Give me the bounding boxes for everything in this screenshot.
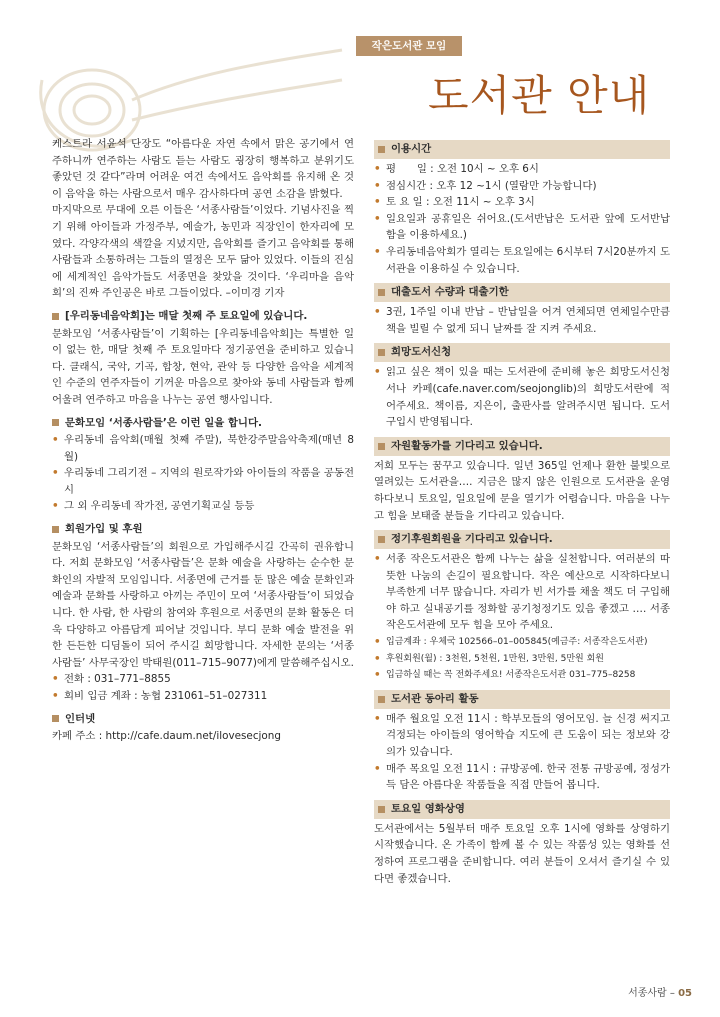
- bullet-icon: •: [52, 673, 59, 686]
- bullet-icon: •: [52, 434, 59, 447]
- square-bullet-icon: [378, 349, 385, 356]
- list-item: • 후원회원(월) : 3천원, 5천원, 1만원, 3만원, 5만원 회원: [374, 651, 670, 668]
- list-item: • 토 요 일 : 오전 11시 ~ 오후 3시: [374, 194, 670, 211]
- concert-section-heading: [우리동네음악회]는 매달 첫째 주 토요일에 있습니다.: [52, 308, 354, 325]
- square-bullet-icon: [52, 419, 59, 426]
- list-item: • 매주 월요일 오전 11시 : 학부모들의 영어모임. 늘 신경 써지고 걱정되는 아이들의 영어학습 지도에 큰 도움이 되는 정보와 강의가 있습니다.: [374, 711, 670, 761]
- right-column: [374, 134, 670, 887]
- list-item: • 우리동네 음악회(매월 첫째 주말), 북한강주말음악축제(매년 8월): [52, 432, 354, 465]
- list-item: • 전화 : 031–771–8855: [52, 671, 354, 688]
- bullet-icon: •: [374, 163, 381, 175]
- square-bullet-icon: [52, 526, 59, 533]
- membership-section-body: 문화모임 ‘서종사람들’의 회원으로 가입해주시길 간곡히 권유합니다. 저희 문화모임 ‘서종사람들’은 문화 예술을 사랑하는 순수한 문화인의 자발적 모임입니다. 서종면에 근거를 둔 많은 예술 문화인과 예술과 문화를 사랑하고 아끼는 주민이 모여 ‘서종사람들’이 되었습니다. 한 사람, 한 사람의 참여와 후원으로 서종면의 문화 활동은 더욱 다양하고 아름답게 피어날 것입니다. 부디 문화 예술 발전을 위한 든든한 디딤돌이 되어 주시길 희망합니다. 자세한 문의는 ‘서종사람들’ 사무국장인 박태원(011–715–9077)에게 말씀해주십시오.: [52, 540, 354, 669]
- magazine-name: 서종사람: [628, 988, 667, 999]
- movie-heading: 토요일 영화상영: [374, 800, 670, 819]
- activities-section-heading: 문화모임 ‘서종사람들’은 이런 일을 합니다.: [52, 415, 354, 432]
- bullet-icon: •: [374, 762, 381, 775]
- bullet-icon: •: [374, 553, 381, 566]
- page-footer: 서종사람 – 05: [628, 988, 692, 999]
- list-item: • 읽고 싶은 책이 있을 때는 도서관에 준비해 놓은 희망도서신청서나 카페(cafe.naver.com/seojonglib)의 희망도서란에 적어주세요. 책이름, 지은이, 출판사를 알려주시면 됩니다. 도서 구입시 반영됩니다.: [374, 364, 670, 430]
- bullet-icon: •: [52, 500, 59, 513]
- bullet-icon: •: [52, 467, 59, 480]
- left-column: [52, 136, 354, 745]
- square-bullet-icon: [378, 289, 385, 296]
- list-item: • 점심시간 : 오후 12 ~1시 (열람만 가능합니다): [374, 178, 670, 195]
- book-request-heading: 희망도서신청: [374, 343, 670, 362]
- bullet-icon: •: [374, 652, 381, 665]
- square-bullet-icon: [378, 146, 385, 153]
- internet-section-heading: 인터넷: [52, 711, 354, 728]
- list-item: • 회비 입금 계좌 : 농협 231061–51–027311: [52, 688, 354, 705]
- cafe-address: 카페 주소 : http://cafe.daum.net/ilovesecjong: [52, 730, 281, 743]
- bullet-icon: •: [374, 196, 381, 209]
- bullet-icon: •: [374, 245, 381, 258]
- list-item: • 그 외 우리동네 작가전, 공연기획교실 등등: [52, 498, 354, 515]
- list-item: • 매주 목요일 오전 11시 : 규방공예. 한국 전통 규방공예, 정성가득 담은 아름다운 작품들을 직접 만들어 봅니다.: [374, 761, 670, 794]
- square-bullet-icon: [378, 806, 385, 813]
- closing-paragraph: 마지막으로 무대에 오른 이들은 ‘서종사람들’이었다. 기념사진을 찍기 위해 아이들과 가정주부, 예술가, 농민과 직장인이 한자리에 모였다. 각양각색의 색깔을 지녔지만, 음악회를 즐기고 음악회를 통해 사람들과 소통하려는 그들의 열정은 모두 닮아 있었다. 이들의 진심에 세계적인 음악가들도 서종면을 찾았을 것이다. ‘우리마을 음악회’의 진짜 주인공은 바로 그들이었다. –이미경 기자: [52, 204, 354, 300]
- page-title: 도서관 안내: [428, 71, 651, 120]
- bullet-icon: •: [374, 712, 381, 725]
- list-item: • 3권, 1주일 이내 반납 – 반납일을 어겨 연체되면 연체일수만큼 책을 빌릴 수 없게 되니 날짜를 잘 지켜 주세요.: [374, 304, 670, 337]
- club-heading: 도서관 동아리 활동: [374, 690, 670, 709]
- bullet-icon: •: [374, 669, 381, 682]
- volunteer-heading: 자원활동가를 기다리고 있습니다.: [374, 437, 670, 456]
- bullet-icon: •: [374, 179, 381, 192]
- intro-paragraph: 케스트라 서윤석 단장도 “아름다운 자연 속에서 맑은 공기에서 연주하니까 연주하는 사람도 듣는 사람도 굉장히 행복하고 분위기도 좋았던 것 같다”라며 어려운 여건 속에서도 음악회를 유지해 온 것이 음악을 하는 사람으로서 매우 감사하다며 공연 소감을 밝혔다.: [52, 138, 354, 200]
- square-bullet-icon: [378, 696, 385, 703]
- membership-section-heading: 회원가입 및 후원: [52, 521, 354, 538]
- list-item: • 평 일 : 오전 10시 ~ 오후 6시: [374, 161, 670, 178]
- bullet-icon: •: [374, 212, 381, 225]
- square-bullet-icon: [52, 313, 59, 320]
- loan-heading: 대출도서 수량과 대출기한: [374, 283, 670, 302]
- list-item: • 서종 작은도서관은 함께 나누는 삶을 실천합니다. 여러분의 따뜻한 나눔의 손길이 필요합니다. 작은 예산으로 시작하다보니 부족한게 너무 많습니다. 자리가 빈 서가를 채울 책도 더 구입해야 하고 실내공기를 정화할 공기청정기도 있음 좋겠고 …. 서종 작은도서관에 모두 힘을 모아 주세요.: [374, 551, 670, 634]
- bullet-icon: •: [374, 306, 381, 319]
- concert-section-body: 문화모임 ‘서종사람들’이 기획하는 [우리동네음악회]는 특별한 일이 없는 한, 매달 첫째 주 토요일마다 정기공연을 준비하고 있습니다. 클래식, 국악, 기곡, 합창, 현악, 관악 등 다양한 음악을 세계적인 수준의 연주자들이 기꺼운 마음으로 찾아와 동네 사람들과 함께 어울려 연주하고 마음을 나누는 공연 행사입니다.: [52, 327, 354, 406]
- bullet-icon: •: [374, 636, 381, 649]
- list-item: • 우리동네 그리기전 – 지역의 원로작가와 아이들의 작품을 공동전시: [52, 465, 354, 498]
- hours-heading: 이용시간: [374, 140, 670, 159]
- bullet-icon: •: [374, 366, 381, 379]
- list-item: • 입금계좌 : 우체국 102566–01–005845(예금주: 서종작은도서관): [374, 634, 670, 651]
- list-item: • 우리동네음악회가 열리는 토요일에는 6시부터 7시20분까지 도서관을 이용하실 수 있습니다.: [374, 244, 670, 277]
- movie-body: 도서관에서는 5월부터 매주 토요일 오후 1시에 영화를 상영하기 시작했습니다. 온 가족이 함께 볼 수 있는 작품성 있는 영화를 선정하여 프로그램을 준비합니다. 여러 분들이 오셔서 즐기실 수 있다면 좋겠습니다.: [374, 822, 670, 885]
- square-bullet-icon: [52, 715, 59, 722]
- section-tag: 작은도서관 모임: [356, 36, 462, 56]
- list-item: • 입금하실 때는 꼭 전화주세요! 서종작은도서관 031–775–8258: [374, 667, 670, 684]
- sponsor-heading: 정기후원회원을 기다리고 있습니다.: [374, 530, 670, 549]
- square-bullet-icon: [378, 443, 385, 450]
- bullet-icon: •: [52, 690, 59, 702]
- list-item: • 일요일과 공휴일은 쉬어요.(도서반납은 도서관 앞에 도서반납함을 이용하세요.): [374, 211, 670, 244]
- volunteer-body: 저희 모두는 꿈꾸고 있습니다. 일년 365일 언제나 환한 불빛으로 열려있는 도서관을…. 지금은 많지 않은 인원으로 도서관을 운영하다보니 토요일, 일요일에 문을 열기가 어렵습니다. 마음을 나누고 힘을 보태줄 분들을 기다리고 있습니다.: [374, 459, 670, 522]
- square-bullet-icon: [378, 536, 385, 543]
- page-number: 05: [678, 988, 692, 999]
